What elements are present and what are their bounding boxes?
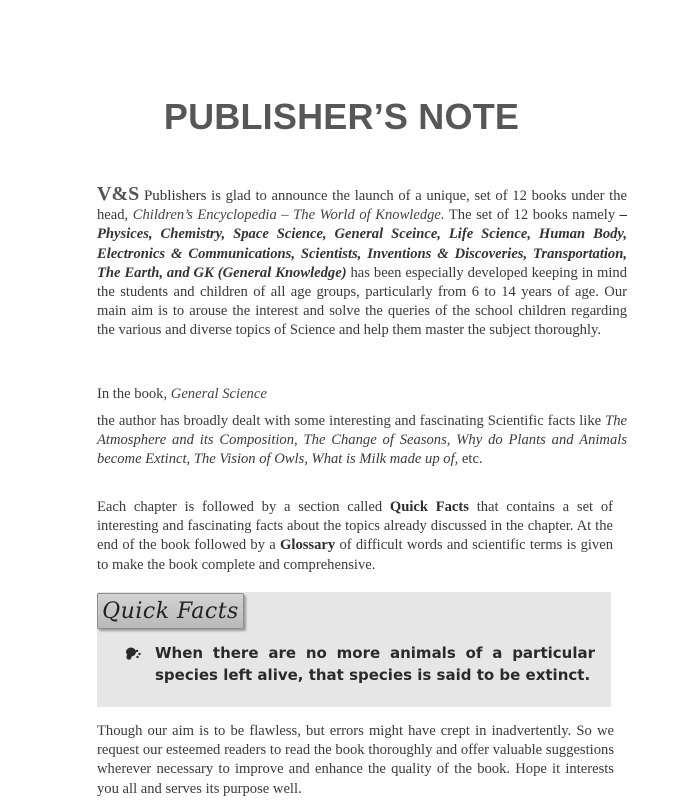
brand-name: V&S [97,183,140,205]
book-paragraph [97,412,627,470]
page-title: PUBLISHER’S NOTE [163,96,520,137]
intro-text-3: has been especially developed keeping in mind the students and children of all age groups, particularly from 6 to 14 years of age. Our main aim is to arouse the interest and solve the queries of the school children regarding the various and diverse topics of Science and help them master the subject thoroughly. [97,264,627,339]
intro-text-1: is glad to announce the launch of a unique, set of 12 books under the head, [97,188,627,224]
chapter-text-3: of difficult words and scientific terms is given to make the book complete and comprehensive. [97,537,614,573]
chapter-paragraph [97,498,613,575]
closing-paragraph: Though our aim is to be flawless, but errors might have crept in inadvertently. So we request our esteemed readers to read the book thoroughly and offer valuable suggestions wherever necessary to improve and enhance the quality of the book. Hope it interests you all and serves its purpose well. [97,723,614,797]
intro-text-2: The set of 12 books namely [444,207,620,224]
quick-facts-tab [97,593,244,629]
chapter-text-1: Each chapter is followed by a section called [97,499,390,515]
book-name: General Science [170,386,267,402]
book-lead-line [97,385,627,404]
topics-list: The Atmosphere and its Composition, The Change of Seasons, Why do Plants and Animals become Extinct, The Vision of Owls, What is Milk made up of, [97,413,627,468]
quick-fact-text: When there are no more animals of a particular species left alive, that species is said to be extinct. [155,644,595,684]
book-text-1: the author has broadly dealt with some interesting and fascinating Scientific facts like [97,413,606,429]
book-text-2: etc. [458,451,483,468]
quick-facts-term: Quick Facts [389,499,469,515]
intro-paragraph [97,185,627,341]
chapter-text-2: that contains a set of interesting and fascinating facts about the topics already discussed in the chapter. At the end of the book followed by a [97,499,613,554]
book-lead: In the book, [97,386,171,402]
book-list: – Physices, Chemistry, Space Science, General Sceince, Life Science, Human Body, Electronics & Communications, Scientists, Inventions & Discoveries, Transportation, The Earth, and GK (General Knowledge) [97,207,627,281]
quick-facts-box [97,592,611,707]
glossary-term: Glossary [280,537,336,554]
bullet-flower-icon [124,646,142,662]
publishers-word: Publishers [143,188,207,204]
quick-facts-label: Quick Facts [102,598,239,624]
series-title: Children’s Encyclopedia – The World of Knowledge. [132,207,445,224]
